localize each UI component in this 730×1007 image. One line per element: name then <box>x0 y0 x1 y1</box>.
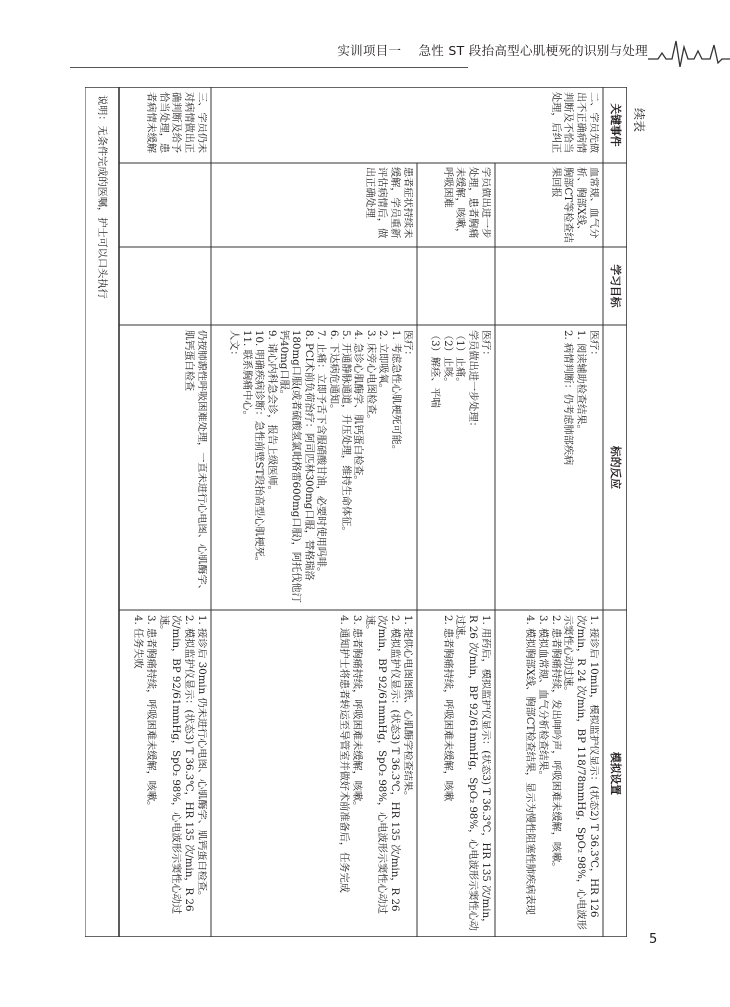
response-line: 8. PCI术前负荷治疗：阿司匹林300mg口服，替格瑞洛180mg口服(或者硫酸氢氯吡格雷600mg口服)，阿托伐他汀钙40mg口服。 <box>277 330 314 603</box>
rotated-table <box>85 87 627 937</box>
header-title <box>337 41 648 59</box>
settings-line: 2. 模拟监护仪显示：(状态3) T 36.3℃，HR 135 次/min，R 26 次/min，BP 92/61mmHg，SpO₂ 98%，心电波形示窦性心动过速。 <box>157 615 195 915</box>
response-cell <box>181 330 207 605</box>
settings-line: 1. 用药后，模拟监护仪显示：(状态3) T 36.3℃，HR 135 次/min，R 26 次/min，BP 92/61mmHg，SpO₂ 98%，心电波形示窦性心动过速。 <box>454 615 491 931</box>
section-title: 急性 ST 段抬高型心肌梗死的识别与处理 <box>418 43 648 58</box>
response-line: （3）解痉、平喘 <box>428 330 440 408</box>
key-event-2: 二、学员先做出不正确病情判断及不恰当处理，后纠正 <box>549 92 599 154</box>
response-line: 医疗： <box>588 330 599 361</box>
settings-line: 3. 患者胸痛持续，呼吸困难未缓解，咳嗽。 <box>144 615 156 812</box>
response-line: 学员做出进一步处理： <box>467 330 479 432</box>
header-key-event: 关键事件 <box>609 103 622 147</box>
header-settings: 模拟设置 <box>609 751 622 796</box>
settings-line: 3. 患者胸痛持续，呼吸困难未缓解，咳嗽。 <box>350 615 362 812</box>
response-line: （2）止咳。 <box>441 330 453 388</box>
settings-line: 1. 接诊后 10min，模拟监护仪显示：(状态2) T 36.3℃，HR 126 次/min，R 24 次/min，BP 118/78mmHg，SpO₂ 98%，心电波形示窦性心动过速。 <box>562 615 599 930</box>
response-cell <box>561 330 599 605</box>
settings-line: 2. 患者胸痛持续，发出呻吟声，呼吸困难未缓解，咳嗽。 <box>549 615 561 873</box>
settings-line: 1. 接诊后 30min 仍未进行心电图、心肌酶学、肌钙蛋白检查。 <box>196 615 207 902</box>
settings-cell <box>130 615 207 932</box>
key-event-3: 三、学员仍未对病情做出正确判断及给予恰当处理，患者病情未缓解 <box>144 92 207 154</box>
running-header <box>70 37 730 67</box>
event-detail: 学员做出进一步处理，患者胸痛未缓解，咳嗽，呼吸困难 <box>441 167 491 239</box>
response-line: 医疗： <box>480 330 491 361</box>
header-objective: 学习目标 <box>609 264 622 308</box>
response-line: 医疗： <box>402 330 413 361</box>
settings-cell <box>336 615 413 932</box>
response-line: 2. 立即吸氧。 <box>377 330 389 394</box>
table-note: 说明：无条件完成的医嘱，护士可以口头执行 <box>96 95 107 299</box>
settings-line: 3. 模拟血常规、血气分析检查结果。 <box>536 615 548 781</box>
response-cell <box>427 330 491 605</box>
response-line: 2. 病情判断：仍考虑肺部疾病 <box>562 330 574 466</box>
event-detail: 血常规、血气分析、胸部X线、胸部CT等检查结果回报 <box>549 167 599 243</box>
response-line: 11. 联系胸痛中心。 <box>240 330 252 421</box>
settings-line: 2. 模拟监护仪显示：(状态3) T 36.3℃，HR 135 次/min，R 26 次/min，BP 92/61mmHg，SpO₂ 98%，心电波形示窦性心动过速。 <box>363 615 401 915</box>
event-detail: 患者症状持续未缓解，学员重新评估病情后，做出正确处理 <box>363 167 413 239</box>
response-line: 仍按肺源性呼吸困难处理，一直未进行心电图、心肌酶学、肌钙蛋白检查 <box>183 330 207 595</box>
page-number: 5 <box>649 932 658 947</box>
settings-line: 2. 患者胸痛持续，呼吸困难未缓解，咳嗽 <box>441 615 453 802</box>
response-line: 4. 急诊心肌酶学、肌钙蛋白检查。 <box>352 330 364 486</box>
settings-line: 4. 模拟胸部X线、胸部CT检查结果，显示为慢性阻塞性肺疾病表现 <box>524 615 536 915</box>
response-line: 9. 请心内科急会诊，报告上级医师。 <box>265 330 277 496</box>
header-response: 标的反应 <box>609 445 622 490</box>
settings-cell <box>522 615 599 932</box>
settings-cell <box>440 615 491 932</box>
header-rule <box>70 67 468 68</box>
response-line: 10. 明确疾病诊断：急性前壁ST段抬高型心肌梗死。 <box>253 330 265 567</box>
continued-label: 续表 <box>632 108 646 133</box>
response-cell <box>227 330 413 605</box>
response-line: 7. 止痛：立即予舌下含服硝酸甘油，必要时使用吗啡。 <box>315 330 327 578</box>
response-line: 5. 开通静脉通道，升压处理，维持生命体征。 <box>339 330 351 537</box>
settings-line: 1. 提供心电图图纸、心肌酶学检查结果。 <box>402 615 413 802</box>
ecg-wave-icon <box>648 37 730 67</box>
settings-line: 4. 任务失败 <box>132 615 144 669</box>
chapter-label: 实训项目一 <box>337 43 402 58</box>
response-line: 6. 下达病危通知。 <box>327 330 339 415</box>
response-line: （1）止痛。 <box>454 330 466 388</box>
response-line: 3. 床旁心电图检查。 <box>364 330 376 425</box>
response-line: 1. 考虑急性心肌梗死可能。 <box>389 330 401 456</box>
response-line: 人文： <box>228 330 240 361</box>
settings-line: 4. 通知护士将患者转运至导管室并做好术前准备后，任务完成 <box>338 615 350 893</box>
response-line: 1. 阅读辅助检查结果。 <box>575 330 587 435</box>
